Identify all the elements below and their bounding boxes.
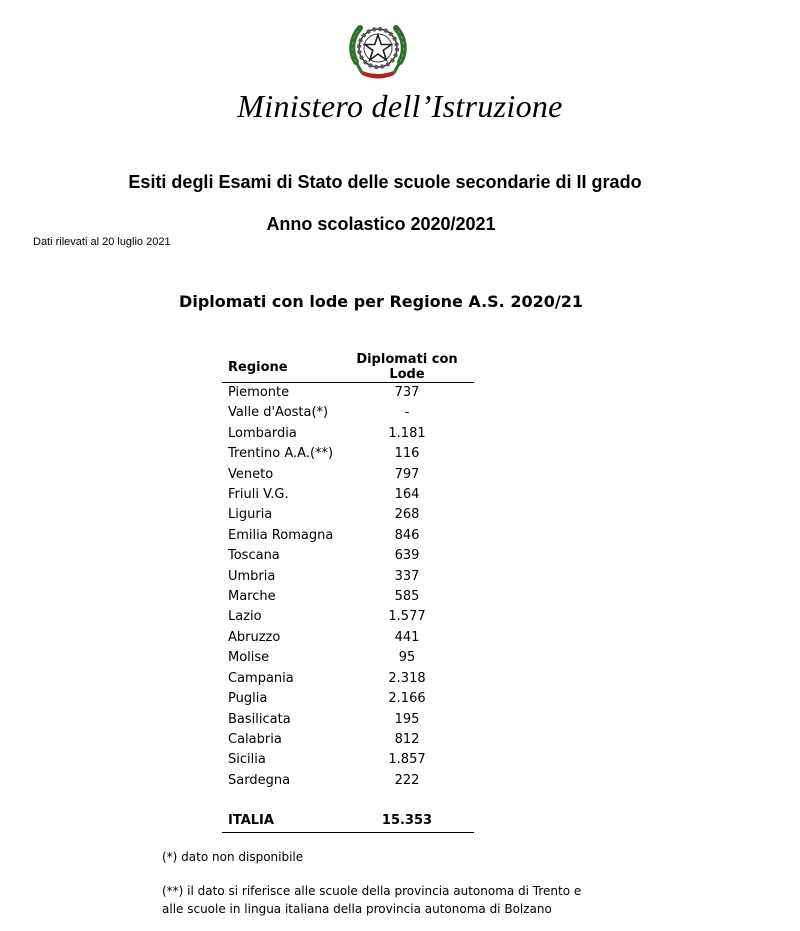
region-name: Toscana [228, 548, 280, 564]
honors-count: 1.857 [388, 752, 426, 768]
honors-count: 441 [394, 629, 420, 645]
total-value: 15.353 [340, 811, 474, 833]
school-year-title: Anno scolastico 2020/2021 [266, 214, 496, 234]
honors-count: 585 [394, 589, 420, 605]
region-name: Emilia Romagna [228, 527, 334, 543]
region-name: Basilicata [228, 711, 291, 727]
honors-count: 639 [394, 548, 420, 564]
table-row [222, 669, 474, 689]
region-name: Campania [228, 670, 294, 686]
table-row [222, 526, 474, 546]
spacer-row [222, 791, 474, 811]
column-header-region: Regione [222, 352, 340, 383]
table-header-row [222, 352, 474, 383]
table-row [222, 383, 474, 404]
region-name: Molise [228, 650, 270, 666]
honors-by-region-table [222, 352, 474, 833]
region-name: Marche [228, 589, 276, 605]
honors-count: 1.181 [388, 425, 426, 441]
ministry-name: Ministero dell’Istruzione [237, 88, 563, 124]
region-name: Friuli V.G. [228, 487, 289, 503]
honors-count: 2.318 [388, 670, 426, 686]
table-row [222, 465, 474, 485]
region-name: Lazio [228, 609, 262, 625]
region-name: Veneto [228, 466, 274, 482]
table-row [222, 771, 474, 791]
table-row [222, 505, 474, 525]
honors-count: 737 [394, 385, 420, 400]
region-name: Valle d'Aosta(*) [228, 405, 329, 421]
region-name: Trentino A.A.(**) [228, 446, 334, 462]
region-name: Sardegna [228, 772, 291, 788]
region-name: Sicilia [228, 752, 266, 768]
footnote-not-available: (*) dato non disponibile [162, 850, 304, 864]
honors-count: 846 [394, 527, 420, 543]
italian-republic-emblem-icon [346, 18, 410, 84]
honors-count: 95 [398, 650, 416, 666]
table-row [222, 648, 474, 668]
region-name: Lombardia [228, 425, 297, 441]
column-header-honors: Diplomati con Lode [340, 352, 474, 383]
region-name: Umbria [228, 568, 276, 584]
total-label: ITALIA [222, 811, 340, 833]
table-row [222, 485, 474, 505]
honors-count: 2.166 [388, 691, 426, 707]
data-date-note: Dati rilevati al 20 luglio 2021 [33, 236, 171, 248]
honors-count: 116 [394, 446, 420, 462]
document-title: Esiti degli Esami di Stato delle scuole secondarie di II grado [128, 172, 642, 192]
honors-count: 195 [394, 711, 420, 727]
honors-count: 268 [394, 507, 420, 523]
table-row [222, 689, 474, 709]
table-row [222, 444, 474, 464]
region-name: Liguria [228, 507, 273, 523]
honors-count: 222 [394, 772, 420, 788]
honors-count: 1.577 [388, 609, 426, 625]
honors-count: - [404, 405, 410, 421]
table-row [222, 628, 474, 648]
honors-count: 812 [394, 731, 420, 747]
table-row [222, 750, 474, 770]
table-row [222, 710, 474, 730]
table-title: Diplomati con lode per Regione A.S. 2020/21 [179, 292, 583, 311]
region-name: Abruzzo [228, 629, 281, 645]
table-row [222, 546, 474, 566]
total-row [222, 811, 474, 833]
region-name: Calabria [228, 731, 282, 747]
table-row [222, 587, 474, 607]
footnote-trentino: (**) il dato si riferisce alle scuole della provincia autonoma di Trento e alle scuole in lingua italiana della provincia autonoma di Bolzano [162, 884, 582, 916]
table-row [222, 607, 474, 627]
region-name: Piemonte [228, 385, 290, 400]
honors-count: 797 [394, 466, 420, 482]
table-row [222, 567, 474, 587]
table-row [222, 424, 474, 444]
region-name: Puglia [228, 691, 268, 707]
honors-count: 337 [394, 568, 420, 584]
honors-count: 164 [394, 487, 420, 503]
table-row [222, 730, 474, 750]
table-row [222, 403, 474, 423]
